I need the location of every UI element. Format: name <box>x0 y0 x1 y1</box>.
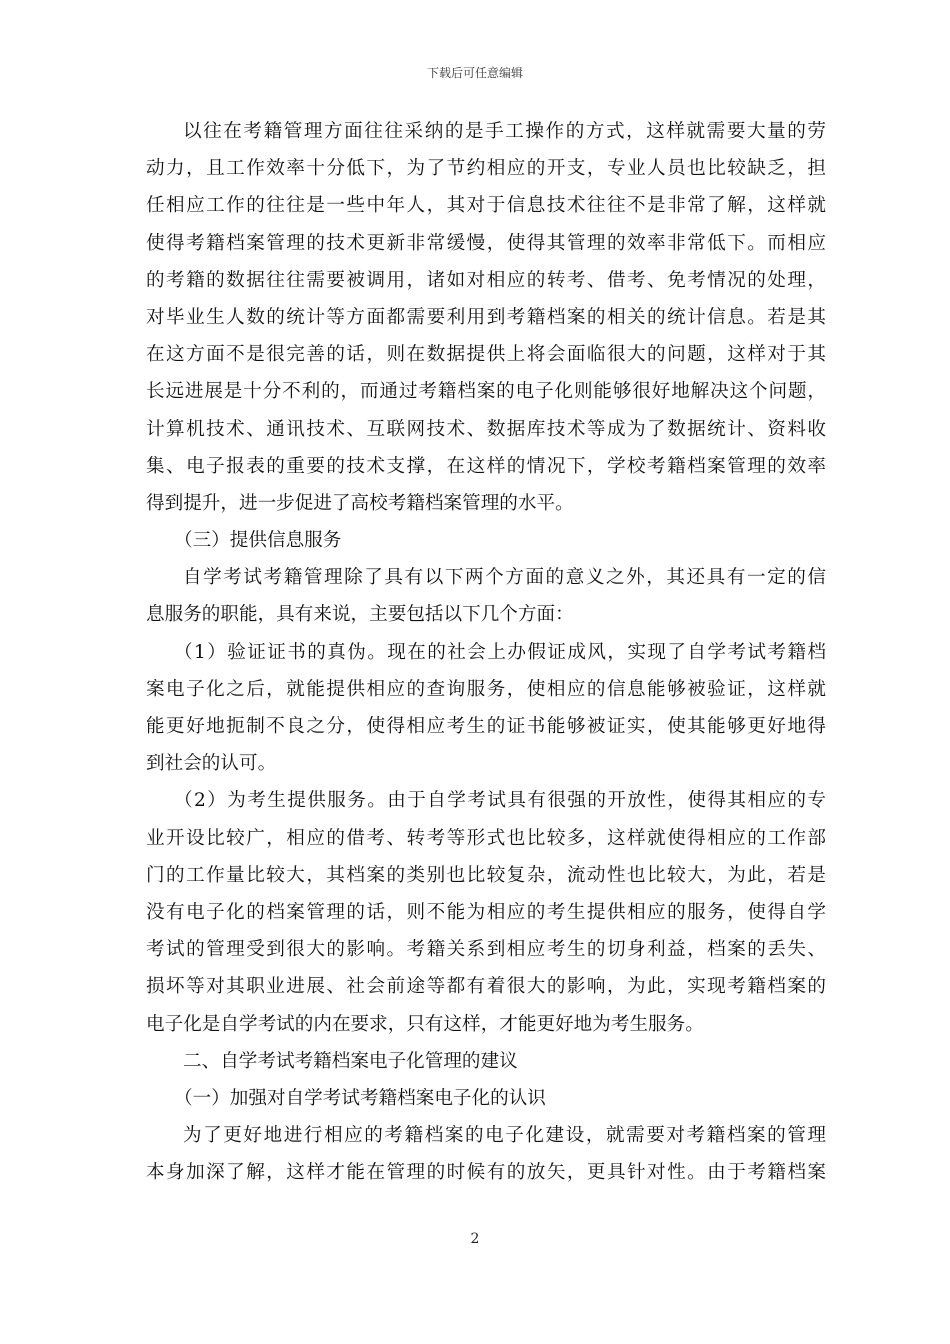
paragraph-line: 任相应工作的往往是一些中年人，其对于信息技术往往不是非常了解，这样就 <box>146 195 826 217</box>
paragraph-line: 到社会的认可。 <box>146 753 277 775</box>
paragraph-line: （1）验证证书的真伪。现在的社会上办假证成风，实现了自学考试考籍档 <box>174 641 826 663</box>
paragraph-line: 能更好地扼制不良之分，使得相应考生的证书能够被证实，使其能够更好地得 <box>146 716 826 737</box>
paragraph-line: 自学考试考籍管理除了具有以下两个方面的意义之外，其还具有一定的信 <box>183 567 826 589</box>
paragraph-line: 损坏等对其职业进展、社会前途等都有着很大的影响，为此，实现考籍档案的 <box>146 976 826 998</box>
section-heading: 二、自学考试考籍档案电子化管理的建议 <box>183 1050 518 1072</box>
page-number: 2 <box>470 1231 480 1247</box>
document-body <box>146 113 826 1191</box>
paragraph-line: 案电子化之后，就能提供相应的查询服务，使相应的信息能够被验证，这样就 <box>146 678 826 700</box>
paragraph-line: 没有电子化的档案管理的话，则不能为相应的考生提供相应的服务，使得自学 <box>146 901 826 923</box>
paragraph-line: 对毕业生人数的统计等方面都需要利用到考籍档案的相关的统计信息。若是其 <box>146 306 826 328</box>
paragraph-line: 得到提升，进一步促进了高校考籍档案管理的水平。 <box>146 492 574 514</box>
section-heading: （一）加强对自学考试考籍档案电子化的认识 <box>174 1087 546 1109</box>
paragraph-line: 在这方面不是很完善的话，则在数据提供上将会面临很大的问题，这样对于其 <box>146 344 826 366</box>
paragraph-line: 计算机技术、通讯技术、互联网技术、数据库技术等成为了数据统计、资料收 <box>146 418 826 440</box>
section-heading: （三）提供信息服务 <box>174 530 342 552</box>
paragraph-line: 本身加深了解，这样才能在管理的时候有的放矢，更具针对性。由于考籍档案 <box>146 1162 826 1184</box>
paragraph-line: 使得考籍档案管理的技术更新非常缓慢，使得其管理的效率非常低下。而相应 <box>146 232 826 254</box>
paragraph-line: 长远进展是十分不利的，而通过考籍档案的电子化则能够很好地解决这个问题， <box>146 381 826 403</box>
paragraph-line: 动力，且工作效率十分低下，为了节约相应的开支，专业人员也比较缺乏，担 <box>146 158 826 180</box>
paragraph-line: 门的工作量比较大，其档案的类别也比较复杂，流动性也比较大，为此，若是 <box>146 864 826 886</box>
paragraph-line: 业开设比较广，相应的借考、转考等形式也比较多，这样就使得相应的工作部 <box>146 827 826 849</box>
page-header: 下载后可任意编辑 <box>426 66 523 80</box>
paragraph-line: 的考籍的数据往往需要被调用，诸如对相应的转考、借考、免考情况的处理， <box>146 269 826 291</box>
paragraph-line: 息服务的职能，具有来说，主要包括以下几个方面： <box>146 604 574 626</box>
paragraph-line: 集、电子报表的重要的技术支撑，在这样的情况下，学校考籍档案管理的效率 <box>146 455 826 477</box>
paragraph-line: 为了更好地进行相应的考籍档案的电子化建设，就需要对考籍档案的管理 <box>183 1125 826 1147</box>
paragraph-line: 以往在考籍管理方面往往采纳的是手工操作的方式，这样就需要大量的劳 <box>183 121 826 142</box>
paragraph-line: 考试的管理受到很大的影响。考籍关系到相应考生的切身利益，档案的丢失、 <box>146 939 826 961</box>
paragraph-line: （2）为考生提供服务。由于自学考试具有很强的开放性，使得其相应的专 <box>174 790 826 812</box>
paragraph-line: 电子化是自学考试的内在要求，只有这样，才能更好地为考生服务。 <box>146 1013 704 1035</box>
